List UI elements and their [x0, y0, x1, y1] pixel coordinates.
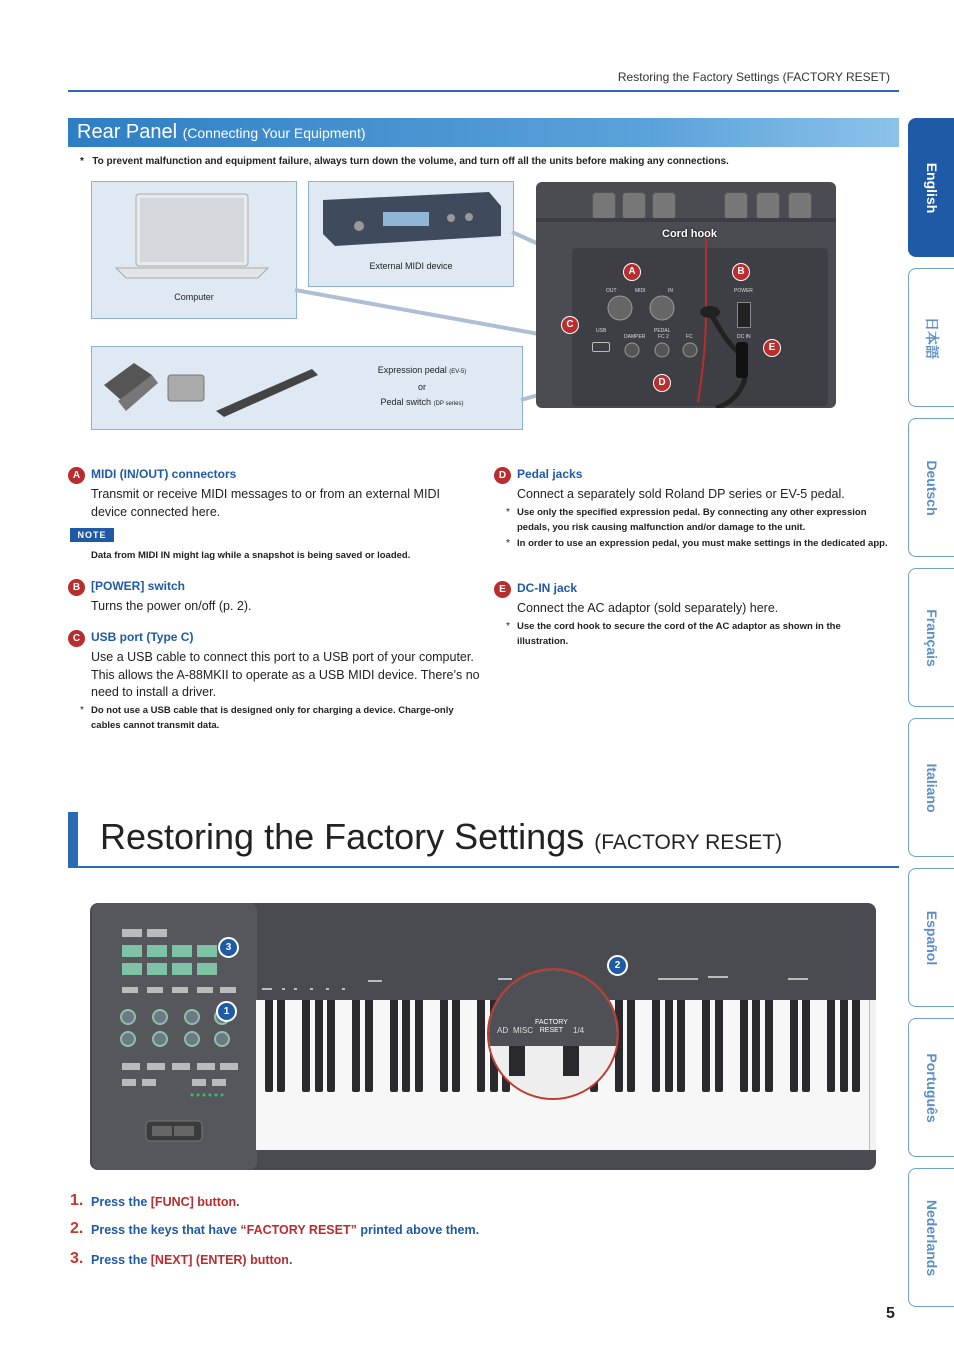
tab-francais[interactable]	[908, 568, 954, 707]
tab-english[interactable]	[908, 118, 954, 257]
step-1-highlight: [FUNC] button	[150, 1195, 237, 1209]
zoom-label-reset: RESET	[539, 1027, 564, 1034]
label-out: OUT	[606, 288, 617, 294]
zoom-circle	[487, 968, 619, 1100]
step-2-suffix: printed above them.	[356, 1223, 480, 1237]
tab-portugues[interactable]	[908, 1018, 954, 1157]
zoom-black-key-2	[563, 1046, 579, 1076]
badge-a: A	[623, 263, 641, 281]
knob-4	[724, 192, 748, 220]
badge-d: D	[653, 374, 671, 392]
step-2-prefix: Press the keys that have	[91, 1223, 241, 1237]
item-c-badge: C	[68, 630, 85, 647]
badge-b: B	[732, 263, 750, 281]
item-c-note: Do not use a USB cable that is designed only for charging a device. Charge-only cables cannot transmit data.	[91, 705, 454, 731]
knob-1	[592, 192, 616, 220]
label-fc: FC	[686, 334, 693, 340]
item-d-note2: In order to use an expression pedal, you must make settings in the dedicated app.	[517, 538, 888, 549]
step-3-number: 3.	[70, 1250, 84, 1267]
step-1-suffix: .	[236, 1195, 240, 1209]
knob-6	[788, 192, 812, 220]
callout-1: 1	[216, 1001, 237, 1022]
warning-star: *	[80, 156, 84, 167]
page-number: 5	[886, 1305, 895, 1322]
label-dc-in: DC IN	[737, 334, 751, 340]
step-3-prefix: Press the	[91, 1253, 151, 1267]
tab-deutsch-label: Deutsch	[924, 459, 940, 516]
usb-port	[592, 342, 610, 352]
black-key	[802, 1000, 810, 1092]
black-key	[715, 1000, 723, 1092]
factory-reset-title	[100, 816, 782, 858]
item-a-heading: MIDI (IN/OUT) connectors	[91, 467, 237, 481]
tab-francais-label: Français	[924, 608, 940, 667]
item-b-heading: [POWER] switch	[91, 579, 186, 593]
step-2-text	[91, 1223, 479, 1237]
black-key	[365, 1000, 373, 1092]
tab-japanese-label: 日本語	[924, 316, 940, 359]
label-usb: USB	[596, 328, 607, 334]
black-key	[415, 1000, 423, 1092]
black-key	[702, 1000, 710, 1092]
section-title-main: Rear Panel	[77, 121, 178, 143]
item-c-body: Use a USB cable to connect this port to a USB port of your computer. This allows the A-88MKII to operate as a USB MIDI device. There’s no need to install a driver.	[91, 650, 480, 699]
item-a-note: Data from MIDI IN might lag while a snapshot is being saved or loaded.	[91, 550, 411, 561]
black-key	[265, 1000, 273, 1092]
tab-nederlands-label: Nederlands	[924, 1199, 940, 1276]
item-b-body: Turns the power on/off (p. 2).	[91, 599, 252, 613]
label-midi: MIDI	[635, 288, 646, 294]
item-c-heading: USB port (Type C)	[91, 630, 194, 644]
black-key	[277, 1000, 285, 1092]
knob-3	[652, 192, 676, 220]
factory-reset-title-sub: (FACTORY RESET)	[594, 831, 783, 854]
midi-device-label: External MIDI device	[369, 261, 453, 271]
label-pedal: PEDAL	[654, 328, 671, 334]
black-key	[665, 1000, 673, 1092]
item-e-badge: E	[494, 581, 511, 598]
label-power: POWER	[734, 288, 753, 294]
pedal-switch-label: Pedal switch	[380, 397, 432, 407]
item-e-heading: DC-IN jack	[517, 581, 578, 595]
step-2-number: 2.	[70, 1220, 84, 1237]
black-key	[652, 1000, 660, 1092]
item-d-note1: Use only the specified expression pedal. By connecting any other expression pedals, you risk causing malfunction and/or damage to the unit.	[517, 507, 867, 533]
callout-3: 3	[218, 937, 239, 958]
midi-connectors	[606, 294, 696, 324]
black-key	[452, 1000, 460, 1092]
tab-nederlands[interactable]	[908, 1168, 954, 1307]
black-key	[477, 1000, 485, 1092]
warning-text: To prevent malfunction and equipment failure, always turn down the volume, and turn off all the units before making any connections.	[92, 156, 729, 167]
zoom-label-quarter: 1/4	[573, 1026, 585, 1035]
black-key	[752, 1000, 760, 1092]
factory-reset-title-rule	[68, 866, 899, 868]
step-1-text	[91, 1195, 240, 1209]
running-header: Restoring the Factory Settings (FACTORY RESET)	[617, 70, 890, 84]
black-key	[440, 1000, 448, 1092]
pedal-switch-model: (DP series)	[433, 401, 464, 407]
badge-c: C	[561, 316, 579, 334]
step-3-suffix: .	[288, 1253, 293, 1267]
cord-hook-label: Cord hook	[662, 228, 717, 240]
knob-2	[622, 192, 646, 220]
tab-japanese[interactable]	[908, 268, 954, 407]
black-key	[840, 1000, 848, 1092]
step-1-prefix: Press the	[91, 1195, 151, 1209]
callout-2: 2	[607, 955, 628, 976]
pedal-or-label: or	[417, 382, 426, 392]
step-2-highlight: “FACTORY RESET”	[240, 1223, 357, 1237]
zoom-label-factory-reset	[535, 1019, 568, 1035]
item-e-note: Use the cord hook to secure the cord of the AC adaptor as shown in the illustration.	[517, 621, 841, 647]
item-b-badge: B	[68, 579, 85, 596]
expression-pedal-label: Expression pedal	[377, 365, 447, 375]
black-key	[352, 1000, 360, 1092]
section-title-sub: (Connecting Your Equipment)	[182, 125, 366, 141]
step-1-number: 1.	[70, 1192, 84, 1209]
item-d-body: Connect a separately sold Roland DP series or EV-5 pedal.	[517, 487, 845, 501]
black-key	[390, 1000, 398, 1092]
black-key	[740, 1000, 748, 1092]
item-d-note1-star: *	[506, 507, 510, 518]
item-d-note2-star: *	[506, 538, 510, 549]
black-key	[790, 1000, 798, 1092]
tab-italiano-label: Italiano	[924, 762, 940, 813]
note-tag: NOTE	[70, 528, 114, 542]
zoom-label-ad: AD	[497, 1026, 509, 1035]
tab-portugues-label: Português	[924, 1052, 940, 1123]
factory-reset-title-bar	[68, 812, 78, 868]
label-fc2: FC 2	[658, 334, 669, 340]
zoom-black-key-1	[509, 1046, 525, 1076]
label-in: IN	[668, 288, 673, 294]
tab-espanol-label: Español	[924, 910, 940, 965]
item-a-badge: A	[68, 467, 85, 484]
zoom-label-misc: MISC	[513, 1026, 533, 1035]
black-key	[627, 1000, 635, 1092]
black-key	[315, 1000, 323, 1092]
black-key	[827, 1000, 835, 1092]
item-c-star: *	[80, 705, 84, 716]
black-key	[852, 1000, 860, 1092]
step-3-highlight: [NEXT] (ENTER) button	[150, 1253, 289, 1267]
zoom-label-factory: FACTORY	[535, 1019, 568, 1026]
step-3-text	[91, 1253, 292, 1267]
item-e-body: Connect the AC adaptor (sold separately) here.	[517, 601, 779, 615]
factory-reset-title-main: Restoring the Factory Settings	[100, 816, 585, 857]
black-key	[402, 1000, 410, 1092]
black-key	[765, 1000, 773, 1092]
expression-pedal-model: (EV-5)	[449, 369, 467, 375]
tab-espanol[interactable]	[908, 868, 954, 1007]
item-d-badge: D	[494, 467, 511, 484]
black-key	[327, 1000, 335, 1092]
tab-deutsch[interactable]	[908, 418, 954, 557]
tab-english-label: English	[924, 162, 940, 213]
panel-edge	[536, 218, 836, 222]
knob-5	[756, 192, 780, 220]
item-d-heading: Pedal jacks	[517, 467, 583, 481]
item-a-body: Transmit or receive MIDI messages to or from an external MIDI device connected here.	[91, 487, 440, 519]
computer-label: Computer	[174, 292, 214, 302]
black-key	[677, 1000, 685, 1092]
black-key	[302, 1000, 310, 1092]
ac-adaptor-cord	[686, 232, 766, 408]
badge-e: E	[763, 339, 781, 357]
rear-panel-illustration	[536, 182, 836, 408]
tab-italiano[interactable]	[908, 718, 954, 857]
zoom-keys	[489, 1046, 617, 1098]
item-e-star: *	[506, 621, 510, 632]
label-damper: DAMPER	[624, 334, 646, 340]
